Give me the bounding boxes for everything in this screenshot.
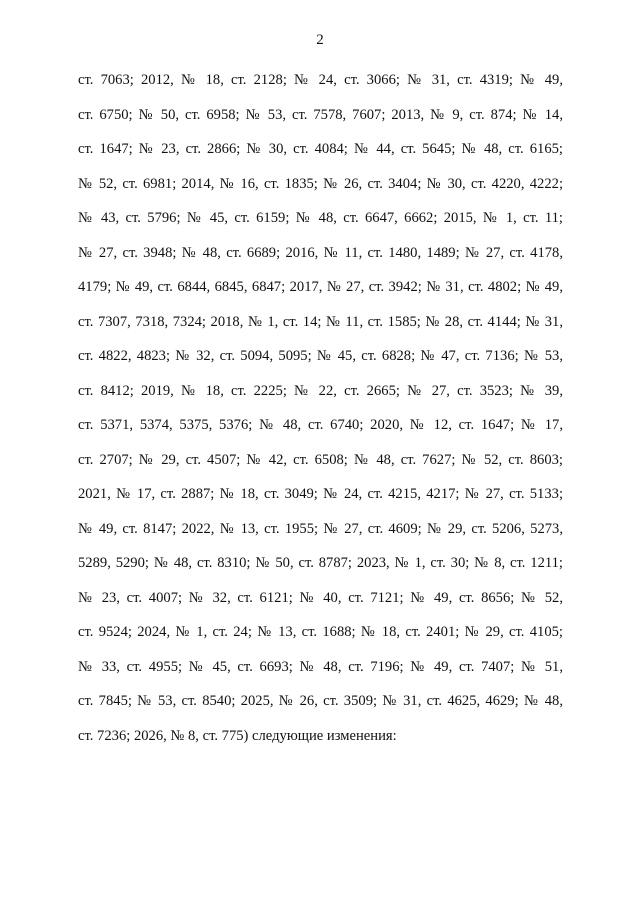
text-line: ст. 4822, 4823; № 32, ст. 5094, 5095; № 45, ст. 6828; № 47, ст. 7136; № 53, [78,348,563,364]
text-line: ст. 7236; 2026, № 8, ст. 775) следующие изменения: [78,727,397,744]
text-line: ст. 7845; № 53, ст. 8540; 2025, № 26, ст. 3509; № 31, ст. 4625, 4629; № 48, [78,693,563,709]
text-line: ст. 1647; № 23, ст. 2866; № 30, ст. 4084; № 44, ст. 5645; № 48, ст. 6165; [78,141,563,157]
text-line: ст. 2707; № 29, ст. 4507; № 42, ст. 6508; № 48, ст. 7627; № 52, ст. 8603; [78,451,563,468]
text-line: ст. 7063; 2012, № 18, ст. 2128; № 24, ст. 3066; № 31, ст. 4319; № 49, [78,72,563,88]
text-line: ст. 6750; № 50, ст. 6958; № 53, ст. 7578, 7607; 2013, № 9, ст. 874; № 14, [78,106,563,123]
text-line: ст. 5371, 5374, 5375, 5376; № 48, ст. 6740; 2020, № 12, ст. 1647; № 17, [78,417,563,433]
text-line: № 52, ст. 6981; 2014, № 16, ст. 1835; № 26, ст. 3404; № 30, ст. 4220, 4222; [78,175,563,192]
text-line: 2021, № 17, ст. 2887; № 18, ст. 3049; № 24, ст. 4215, 4217; № 27, ст. 5133; [78,486,563,502]
text-line: № 23, ст. 4007; № 32, ст. 6121; № 40, ст. 7121; № 49, ст. 8656; № 52, [78,589,563,606]
page-number: 2 [316,32,324,48]
text-line: ст. 8412; 2019, № 18, ст. 2225; № 22, ст. 2665; № 27, ст. 3523; № 39, [78,382,563,399]
text-line: 5289, 5290; № 48, ст. 8310; № 50, ст. 8787; 2023, № 1, ст. 30; № 8, ст. 1211; [78,555,563,571]
text-line: № 33, ст. 4955; № 45, ст. 6693; № 48, ст. 7196; № 49, ст. 7407; № 51, [78,658,563,675]
text-line: № 43, ст. 5796; № 45, ст. 6159; № 48, ст. 6647, 6662; 2015, № 1, ст. 11; [78,210,563,226]
text-line: № 27, ст. 3948; № 48, ст. 6689; 2016, № 11, ст. 1480, 1489; № 27, ст. 4178, [78,244,563,261]
text-line: ст. 9524; 2024, № 1, ст. 24; № 13, ст. 1688; № 18, ст. 2401; № 29, ст. 4105; [78,624,563,640]
body-text [78,70,563,760]
text-line: № 49, ст. 8147; 2022, № 13, ст. 1955; № 27, ст. 4609; № 29, ст. 5206, 5273, [78,520,563,537]
text-line: 4179; № 49, ст. 6844, 6845, 6847; 2017, № 27, ст. 3942; № 31, ст. 4802; № 49, [78,279,563,295]
text-line: ст. 7307, 7318, 7324; 2018, № 1, ст. 14; № 11, ст. 1585; № 28, ст. 4144; № 31, [78,313,563,330]
